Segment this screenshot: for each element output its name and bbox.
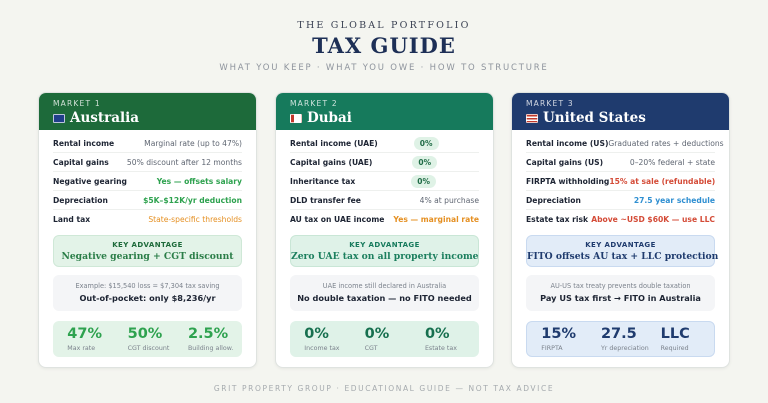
tax-row-value-cell: [372, 158, 479, 167]
stat: [415, 326, 475, 352]
stat-label: Estate tax: [424, 345, 457, 352]
key-advantage-box: [526, 235, 719, 267]
tax-row: [290, 153, 479, 172]
stat-label: Building allow.: [187, 345, 234, 352]
tax-row-value: Yes — offsets salary: [156, 176, 242, 186]
uae-flag-icon: [290, 114, 302, 123]
tax-row: [53, 134, 242, 153]
card-header: [276, 93, 493, 130]
page-header: [0, 20, 768, 73]
stats-bar: [290, 321, 479, 357]
stat-label: Yr depreciation: [600, 345, 649, 352]
tax-row-value-cell: [378, 139, 479, 148]
key-advantage-text: Negative gearing + CGT discount: [61, 251, 234, 262]
stat-label: Required: [660, 345, 689, 352]
tax-row-label: Rental income (US): [526, 138, 609, 148]
country-name-row: [290, 110, 479, 126]
key-advantage-label: KEY ADVANTAGE: [112, 241, 183, 249]
tax-row: [53, 153, 242, 172]
note-box: [290, 275, 479, 311]
note-bold: No double taxation — no FITO needed: [297, 293, 472, 303]
tax-row-label: DLD transfer fee: [290, 195, 361, 205]
market-card-australia: [38, 92, 257, 368]
tax-row-label: Capital gains: [53, 157, 109, 167]
market-card-dubai: [275, 92, 494, 368]
tax-row: [526, 191, 715, 210]
key-advantage-label: KEY ADVANTAGE: [349, 241, 420, 249]
note-box: [526, 275, 715, 311]
tax-row-value: 4% at purchase: [419, 195, 479, 205]
tax-row: [526, 172, 715, 191]
tax-row-label: Capital gains (UAE): [290, 157, 373, 167]
tax-row-value: 0%: [411, 175, 436, 188]
australia-flag-icon: [53, 114, 65, 123]
tax-rows: [276, 130, 493, 229]
tax-row-value: Yes — marginal rate: [393, 215, 479, 224]
tax-row: [526, 153, 715, 172]
market-label: MARKET 3: [526, 99, 574, 108]
tax-row-value: Graduated rates + deductions: [608, 138, 724, 148]
stat-label: Max rate: [67, 345, 96, 352]
stat-label: CGT: [364, 345, 378, 352]
tax-row-label: Rental income: [53, 138, 115, 148]
market-card-united-states: [511, 92, 730, 368]
tax-row-label: Land tax: [53, 215, 91, 224]
stat: [118, 326, 178, 352]
tax-row: [290, 172, 479, 191]
us-flag-icon: [526, 114, 538, 123]
stat-label: CGT discount: [127, 345, 170, 352]
stat-value: 50%: [127, 326, 163, 342]
country-name: Dubai: [307, 110, 352, 126]
tax-row-value-cell: [355, 177, 479, 186]
key-advantage-text: Zero UAE tax on all property income: [291, 251, 479, 262]
key-advantage-label: KEY ADVANTAGE: [585, 241, 656, 249]
stat-label: FIRPTA: [541, 345, 563, 352]
tax-row-label: Depreciation: [526, 195, 581, 205]
market-label: MARKET 2: [290, 99, 338, 108]
note-small: AU-US tax treaty prevents double taxation: [550, 282, 691, 290]
stat-label: Income tax: [304, 345, 340, 352]
stat: [294, 326, 354, 352]
tax-row: [526, 210, 715, 229]
tax-row-value: 0%: [412, 156, 437, 169]
stat-value: LLC: [660, 326, 690, 342]
note-small: Example: $15,540 loss = $7,304 tax saving: [75, 282, 220, 290]
tax-rows: [39, 130, 256, 229]
tax-row: [526, 134, 724, 153]
tax-row: [290, 191, 479, 210]
note-small: UAE income still declared in Australia: [322, 282, 447, 290]
stat-value: 0%: [304, 326, 329, 342]
note-box: [53, 275, 242, 311]
tax-row-label: Depreciation: [53, 195, 108, 205]
tax-row: [290, 134, 479, 153]
stats-bar: [53, 321, 242, 357]
stat-value: 15%: [541, 326, 577, 342]
country-name-row: [526, 110, 715, 126]
tax-row-value: 27.5 year schedule: [633, 195, 715, 205]
tax-row-label: FIRPTA withholding: [526, 176, 610, 186]
page-footer: GRIT PROPERTY GROUP · EDUCATIONAL GUIDE — NOT TAX ADVICE: [213, 384, 555, 393]
stat-value: 2.5%: [187, 326, 229, 342]
tax-row: [53, 172, 242, 191]
stat: [531, 326, 590, 352]
tax-row-label: Negative gearing: [53, 176, 127, 186]
page-subtitle: WHAT YOU KEEP · WHAT YOU OWE · HOW TO STRUCTURE: [219, 63, 549, 73]
tax-row-label: Inheritance tax: [290, 176, 356, 186]
stat: [57, 326, 117, 352]
stat: [178, 326, 238, 352]
note-bold: Pay US tax first → FITO in Australia: [540, 293, 701, 303]
card-header: [512, 93, 729, 130]
market-label: MARKET 1: [53, 99, 101, 108]
tax-row-value: 0%: [414, 137, 439, 150]
tax-row: [290, 210, 479, 229]
note-bold: Out-of-pocket: only $8,236/yr: [79, 293, 216, 303]
stat: [355, 326, 415, 352]
stat-value: 0%: [424, 326, 450, 342]
country-name-row: [53, 110, 242, 126]
key-advantage-box: [53, 235, 242, 267]
page-eyebrow: THE GLOBAL PORTFOLIO: [297, 20, 471, 31]
stat-value: 0%: [364, 326, 390, 342]
tax-row-value: 15% at sale (refundable): [609, 176, 716, 186]
stat-value: 27.5: [600, 326, 637, 342]
tax-row: [53, 210, 242, 229]
key-advantage-box: [290, 235, 479, 267]
country-name: Australia: [70, 110, 139, 126]
stat: [591, 326, 650, 352]
card-header: [39, 93, 256, 130]
stat-value: 47%: [67, 326, 103, 342]
stats-bar: [526, 321, 715, 357]
tax-row-value: 0–20% federal + state: [629, 157, 715, 167]
tax-row-value: Marginal rate (up to 47%): [144, 138, 242, 148]
stat: [651, 326, 710, 352]
tax-row-value: $5K–$12K/yr deduction: [143, 195, 242, 205]
key-advantage-text: FITO offsets AU tax + LLC protection: [527, 251, 719, 262]
tax-row-value: State-specific thresholds: [148, 215, 242, 224]
tax-row: [53, 191, 242, 210]
country-name: United States: [543, 110, 646, 126]
tax-row-label: AU tax on UAE income: [290, 215, 385, 224]
page-title: TAX GUIDE: [312, 33, 456, 58]
tax-row-value: Above ~USD $60K — use LLC: [591, 215, 715, 224]
tax-rows: [512, 130, 729, 229]
tax-row-label: Rental income (UAE): [290, 138, 378, 148]
tax-row-value: 50% discount after 12 months: [126, 157, 242, 167]
tax-row-label: Estate tax risk: [526, 215, 589, 224]
tax-row-label: Capital gains (US): [526, 157, 604, 167]
